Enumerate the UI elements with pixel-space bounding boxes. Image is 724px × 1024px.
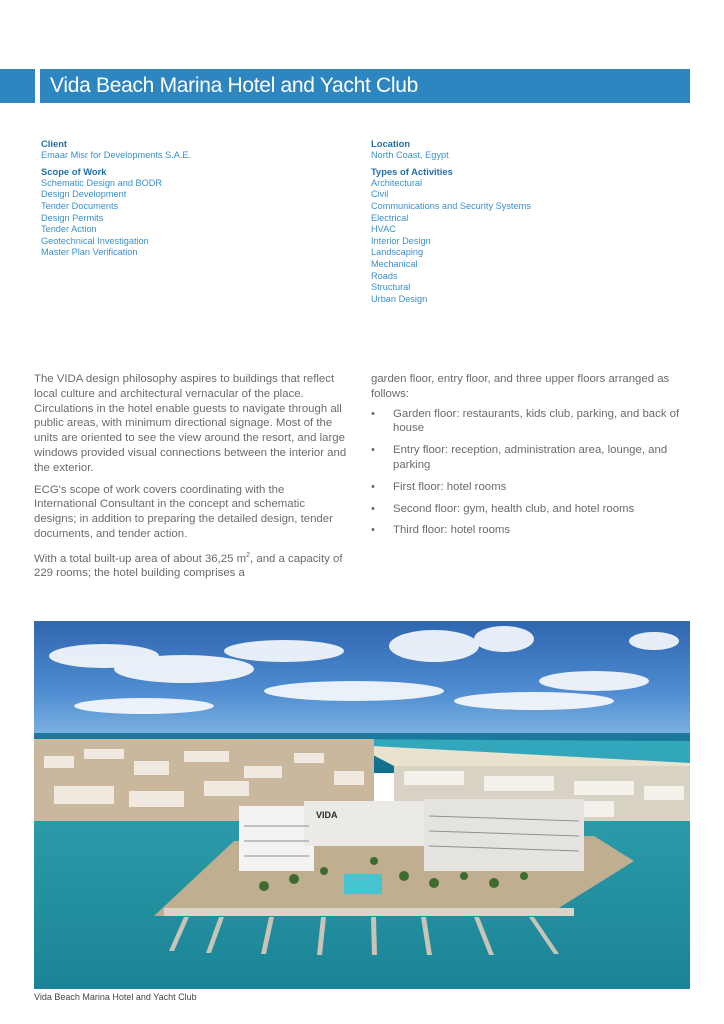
activities-label: Types of Activities xyxy=(371,166,453,178)
info-column-left xyxy=(41,138,341,259)
floors-list xyxy=(371,407,693,539)
list-item: Mechanical xyxy=(371,258,418,269)
client-value: Emaar Misr for Developments S.A.E. xyxy=(41,149,192,160)
list-item: Electrical xyxy=(371,212,409,223)
list-item: Civil xyxy=(371,189,389,200)
list-item: Design Development xyxy=(41,189,127,200)
list-item: Geotechnical Investigation xyxy=(41,235,149,246)
location-label: Location xyxy=(371,138,411,149)
body-paragraph: ECG's scope of work covers coordinating with the International Consultant in the concept and schematic designs; in addition to preparing the detailed design, tender documents, and tender action. xyxy=(34,483,333,540)
body-paragraph: garden floor, entry floor, and three upper floors arranged as follows: xyxy=(371,373,670,400)
activities-list xyxy=(371,178,691,306)
list-item: Design Permits xyxy=(41,212,104,223)
list-item: Master Plan Verification xyxy=(41,247,138,258)
list-item: • Second floor: gym, health club, and hotel rooms xyxy=(371,502,693,517)
hotel-building-center xyxy=(304,801,444,846)
client-label: Client xyxy=(41,138,68,149)
list-item: Interior Design xyxy=(371,235,431,246)
body-column-left xyxy=(34,372,348,588)
info-column-right xyxy=(371,138,691,305)
list-item: Landscaping xyxy=(371,247,424,258)
list-item: • First floor: hotel rooms xyxy=(371,480,693,495)
hotel-building-left xyxy=(239,806,314,871)
area-unit-superscript: 2 xyxy=(246,551,251,559)
hotel-aerial-photo xyxy=(34,621,690,989)
list-item: Architectural xyxy=(371,177,423,188)
page-title: Vida Beach Marina Hotel and Yacht Club xyxy=(50,74,419,97)
body-column-right xyxy=(371,372,693,545)
list-item: Urban Design xyxy=(371,293,428,304)
vida-sign: VIDA xyxy=(316,810,338,820)
list-item: Roads xyxy=(371,270,398,281)
list-item: Tender Documents xyxy=(41,200,119,211)
body-paragraph xyxy=(34,549,348,581)
list-item: • Garden floor: restaurants, kids club, parking, and back of house xyxy=(371,407,693,437)
list-item: Structural xyxy=(371,282,411,293)
photo-caption: Vida Beach Marina Hotel and Yacht Club xyxy=(34,992,197,1002)
list-item: Schematic Design and BODR xyxy=(41,177,163,188)
list-item: • Third floor: hotel rooms xyxy=(371,523,693,538)
list-item: Communications and Security Systems xyxy=(371,200,531,211)
list-item: HVAC xyxy=(371,224,396,235)
list-item: • Entry floor: reception, administration area, lounge, and parking xyxy=(371,443,693,473)
area-text: With a total built-up area of about 36,25 m xyxy=(34,552,247,565)
pool xyxy=(344,874,382,894)
list-item: Tender Action xyxy=(41,224,97,235)
location-value: North Coast, Egypt xyxy=(371,149,449,160)
header-accent-block xyxy=(0,69,35,103)
body-paragraph: The VIDA design philosophy aspires to buildings that reflect local culture and architectural vernacular of the place. Circulations in the hotel enable guests to navigate through all public areas, with minimum directional signage. Most of the units are oriented to see the view around the resort, and large windows provided visual connections between the interior and the exterior. xyxy=(34,373,347,474)
scope-label: Scope of Work xyxy=(41,166,107,178)
page-title-bar xyxy=(40,69,690,103)
scope-list xyxy=(41,178,341,259)
quay xyxy=(164,908,574,916)
capacity-text: , and a capacity of 229 rooms; the hotel building comprises a xyxy=(34,552,343,580)
